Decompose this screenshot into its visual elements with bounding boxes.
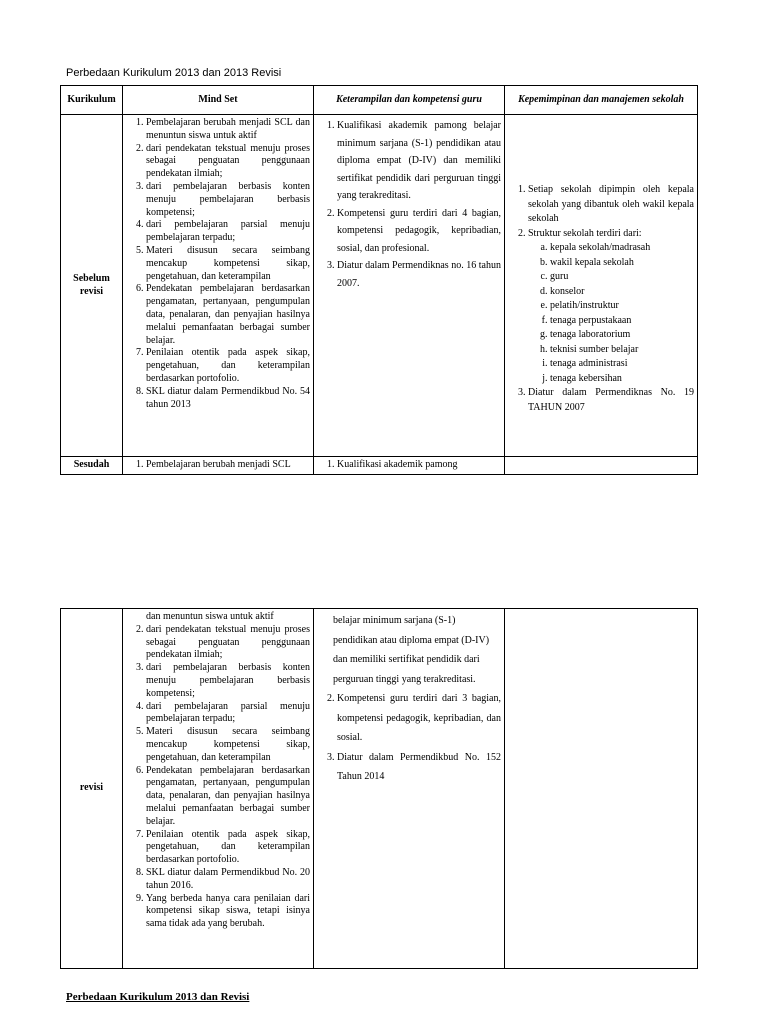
list-item: 9. Yang berbeda hanya cara penilaian dari kompetensi sikap siswa, tetapi isinya sama tidak ada yang berubah. xyxy=(146,893,310,931)
row-label-sesudah: Sesudah xyxy=(61,457,123,475)
list-item: 8. SKL diatur dalam Permendikbud No. 20 tahun 2016. xyxy=(146,867,310,893)
struktur-label: Struktur sekolah terdiri dari: xyxy=(528,227,642,239)
struktur-item: i. tenaga administrasi xyxy=(550,357,694,372)
struktur-item: d. konselor xyxy=(550,285,694,300)
struktur-item: b. wakil kepala sekolah xyxy=(550,256,694,271)
struktur-item: c. guru xyxy=(550,270,694,285)
struktur-item: e. pelatih/instruktur xyxy=(550,299,694,314)
list-item xyxy=(528,227,694,387)
list-item: 1. Kualifikasi akademik pamong xyxy=(337,459,501,472)
list-item: 1. Pembelajaran berubah menjadi SCL xyxy=(146,459,310,472)
list-item: 1. Setiap sekolah dipimpin oleh kepala sekolah yang dibantuk oleh wakil kepala sekolah xyxy=(528,183,694,227)
list-item: 4. dari pembelajaran parsial menuju pembelajaran terpadu; xyxy=(146,219,310,245)
sesudah-guru-start xyxy=(314,457,505,475)
row-label-revisi: revisi xyxy=(61,609,123,969)
list-item: 3. Diatur dalam Permendikbud No. 152 Tahun 2014 xyxy=(337,748,501,787)
sebelum-manajemen-cell xyxy=(505,115,698,457)
sesudah-guru-cell xyxy=(314,609,505,969)
comparison-table-part1 xyxy=(60,85,698,475)
table-row-sesudah-start xyxy=(61,457,698,475)
guru-continuation: belajar minimum sarjana (S-1) pendidikan atau diploma empat (D-IV) dan memiliki sertifikat pendidik dari perguruan tinggi yang terakreditasi. xyxy=(333,615,490,685)
list-item: 6. Pendekatan pembelajaran berdasarkan pengamatan, pertanyaan, pengumpulan data, penalaran, dan penyajian hasilnya melalui pemanfaatan berbagai sumber belajar. xyxy=(146,283,310,347)
sebelum-mindset-cell xyxy=(123,115,314,457)
page-title: Perbedaan Kurikulum 2013 dan 2013 Revisi xyxy=(66,67,282,79)
list-item: 3. dari pembelajaran berbasis konten menuju pembelajaran berbasis kompetensi; xyxy=(146,662,310,700)
table-header-row xyxy=(61,86,698,115)
mindset-continuation: dan menuntun siswa untuk aktif xyxy=(146,611,274,622)
struktur-item: h. teknisi sumber belajar xyxy=(550,343,694,358)
sesudah-manajemen-start xyxy=(505,457,698,475)
struktur-item: f. tenaga perpustakaan xyxy=(550,314,694,329)
list-item: 2. Kompetensi guru terdiri dari 3 bagian, kompetensi pedagogik, kepribadian, dan sosial. xyxy=(337,689,501,748)
row-label-sebelum: Sebelum revisi xyxy=(61,115,123,457)
list-item: 3. dari pembelajaran berbasis konten menuju pembelajaran berbasis kompetensi; xyxy=(146,181,310,219)
list-item: 6. Pendekatan pembelajaran berdasarkan pengamatan, pertanyaan, pengumpulan data, penalaran, dan penyajian hasilnya melalui pemanfaatan berbagai sumber belajar. xyxy=(146,765,310,829)
header-keterampilan: Keterampilan dan kompetensi guru xyxy=(314,86,505,115)
section-title: Perbedaan Kurikulum 2013 dan Revisi xyxy=(66,991,250,1003)
sesudah-manajemen-cell xyxy=(505,609,698,969)
table-row-sebelum xyxy=(61,115,698,457)
list-item: 7. Penilaian otentik pada aspek sikap, pengetahuan, dan keterampilan berdasarkan portofolio. xyxy=(146,347,310,385)
list-item: 4. dari pembelajaran parsial menuju pembelajaran terpadu; xyxy=(146,701,310,727)
list-item: 1. Pembelajaran berubah menjadi SCL dan menuntun siswa untuk aktif xyxy=(146,117,310,143)
list-item: 3. Diatur dalam Permendiknas No. 19 TAHUN 2007 xyxy=(528,386,694,415)
sesudah-mindset-cell xyxy=(123,609,314,969)
list-item: 2. dari pendekatan tekstual menuju proses sebagai penguatan penggunaan pendekatan ilmiah; xyxy=(146,624,310,662)
struktur-item: g. tenaga laboratorium xyxy=(550,328,694,343)
header-kepemimpinan: Kepemimpinan dan manajemen sekolah xyxy=(505,86,698,115)
header-kurikulum: Kurikulum xyxy=(61,86,123,115)
struktur-item: j. tenaga kebersihan xyxy=(550,372,694,387)
list-item: 5. Materi disusun secara seimbang mencakup kompetensi sikap, pengetahuan, dan keterampilan xyxy=(146,726,310,764)
struktur-item: a. kepala sekolah/madrasah xyxy=(550,241,694,256)
list-item: 7. Penilaian otentik pada aspek sikap, pengetahuan, dan keterampilan berdasarkan portofolio. xyxy=(146,829,310,867)
list-item: 3. Diatur dalam Permendiknas no. 16 tahun 2007. xyxy=(337,257,501,292)
sesudah-mindset-start xyxy=(123,457,314,475)
header-mind-set: Mind Set xyxy=(123,86,314,115)
table-row-sesudah-cont xyxy=(61,609,698,969)
list-item: 5. Materi disusun secara seimbang mencakup kompetensi sikap, pengetahuan, dan keterampilan xyxy=(146,245,310,283)
list-item: 2. dari pendekatan tekstual menuju proses sebagai penguatan penggunaan pendekatan ilmiah; xyxy=(146,143,310,181)
list-item: 1. Kualifikasi akademik pamong belajar minimum sarjana (S-1) pendidikan atau diploma empat (D-IV) dan memiliki sertifikat pendidik dari perguruan tinggi yang terakreditasi. xyxy=(337,117,501,205)
list-item: 8. SKL diatur dalam Permendikbud No. 54 tahun 2013 xyxy=(146,386,310,412)
sebelum-guru-cell xyxy=(314,115,505,457)
list-item: 2. Kompetensi guru terdiri dari 4 bagian, kompetensi pedagogik, kepribadian, sosial, dan profesional. xyxy=(337,205,501,258)
comparison-table-part2 xyxy=(60,608,698,969)
